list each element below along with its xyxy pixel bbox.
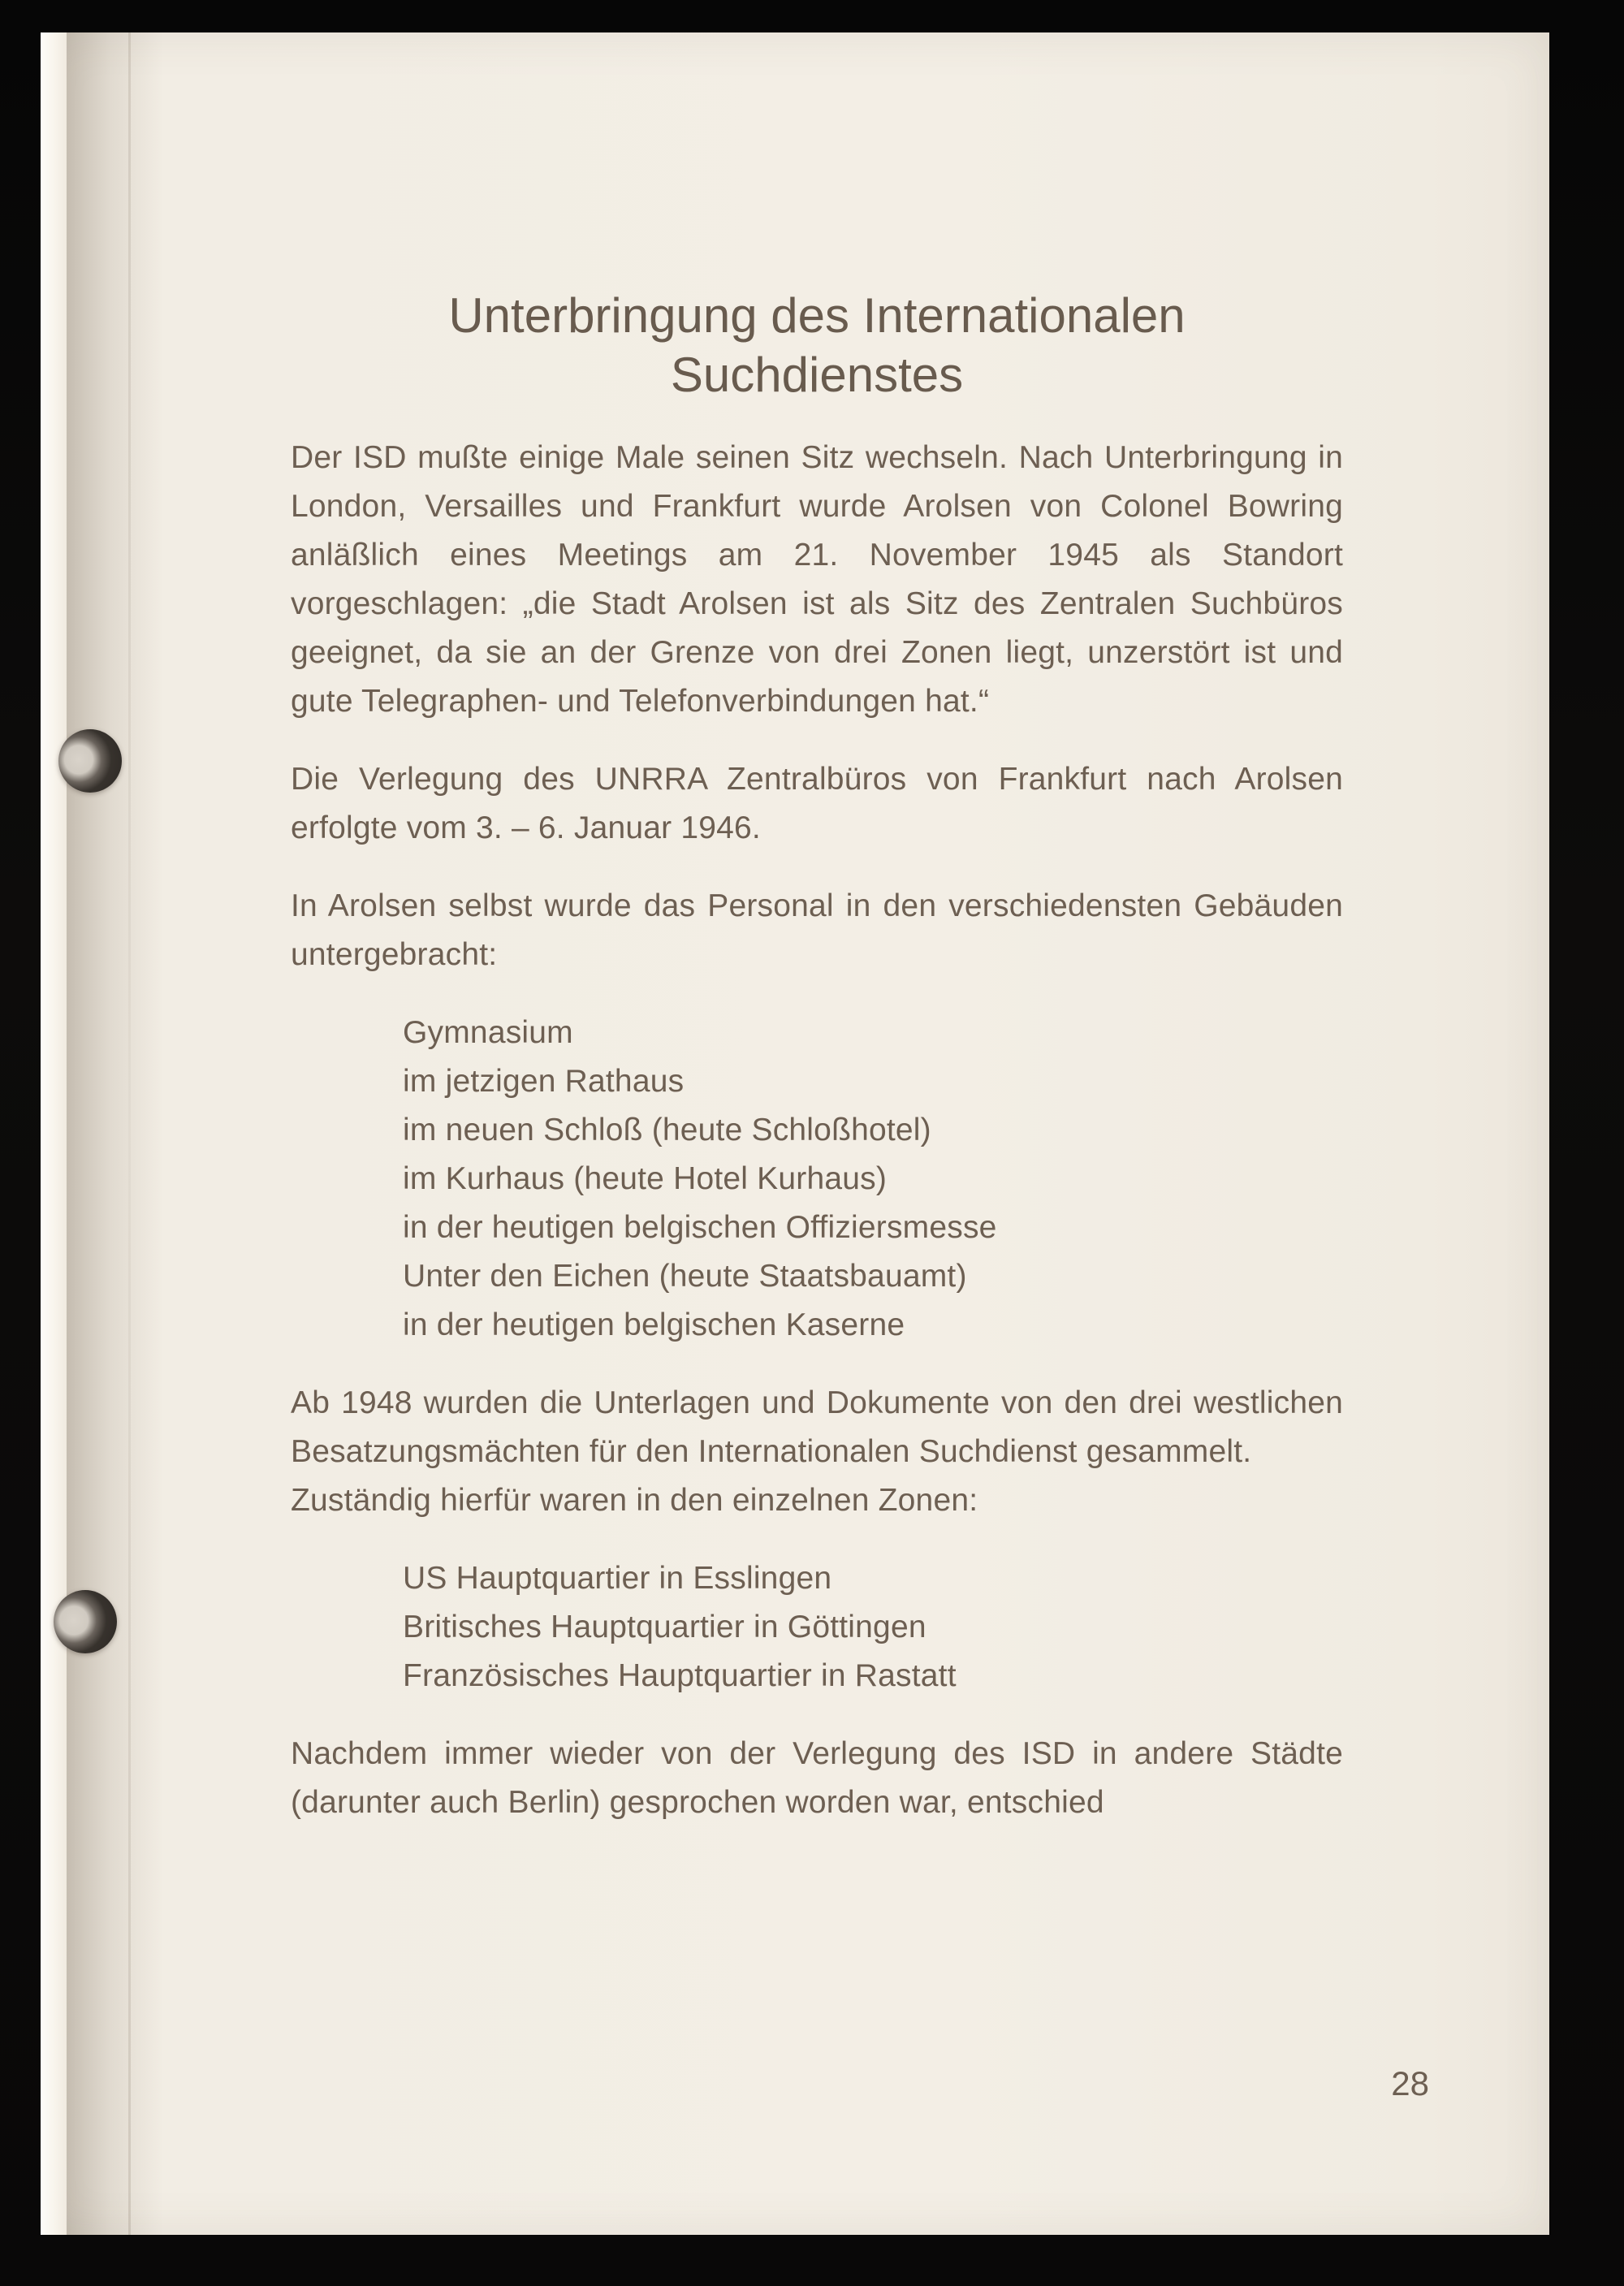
page-title-line-1: Unterbringung des Internationalen: [448, 288, 1186, 343]
page-number: 28: [1391, 2064, 1429, 2102]
paper-crease: [128, 32, 131, 2235]
book-page: [41, 32, 1549, 2235]
list-item: im Kurhaus (heute Hotel Kurhaus): [403, 1161, 888, 1196]
page-title: [291, 286, 1343, 404]
list-item: Französisches Hauptquartier in Rastatt: [403, 1658, 957, 1693]
list-item: in der heutigen belgischen Kaserne: [403, 1307, 905, 1342]
text-column: [291, 32, 1343, 1827]
paragraph: In Arolsen selbst wurde das Personal in den verschiedensten Gebäuden untergebracht:: [291, 888, 1343, 972]
list-item: im neuen Schloß (heute Schloßhotel): [403, 1113, 931, 1147]
list-item: Unter den Eichen (heute Staatsbauamt): [403, 1259, 967, 1294]
page-title-line-2: Suchdienstes: [670, 348, 964, 402]
list-item: in der heutigen belgischen Offiziersmesse: [403, 1210, 997, 1245]
indented-list: [291, 1009, 1343, 1350]
paragraph: Nachdem immer wieder von der Verlegung des ISD in andere Städte (darunter auch Berlin) gesprochen worden war, entschied: [291, 1736, 1343, 1820]
list-item: US Hauptquartier in Esslingen: [403, 1561, 832, 1596]
list-item: Gymnasium: [403, 1015, 573, 1050]
list-item: im jetzigen Rathaus: [403, 1064, 685, 1099]
list-item: Britisches Hauptquartier in Göttingen: [403, 1610, 926, 1644]
paragraph: Ab 1948 wurden die Unterlagen und Dokumente von den drei westlichen Besatzungsmächten für den Internationalen Suchdienst gesammelt.: [291, 1385, 1343, 1469]
punch-hole-top: [58, 729, 122, 793]
paragraph: Die Verlegung des UNRRA Zentralbüros von Frankfurt nach Arolsen erfolgte vom 3. – 6. Januar 1946.: [291, 762, 1343, 845]
binding-gutter-shadow: [67, 32, 164, 2235]
page-edge: [41, 32, 67, 2235]
page-content: [291, 434, 1343, 1827]
indented-list: [291, 1554, 1343, 1700]
punch-hole-bottom: [54, 1590, 117, 1653]
paragraph: Zuständig hierfür waren in den einzelnen Zonen:: [291, 1483, 978, 1518]
paragraph: Der ISD mußte einige Male seinen Sitz wechseln. Nach Unterbringung in London, Versailles und Frankfurt wurde Arolsen von Colonel Bowring anläßlich eines Meetings am 21. November 1945 als Standort vorgeschlagen: „die Stadt Arolsen ist als Sitz des Zentralen Suchbüros geeignet, da sie an der Grenze von drei Zonen liegt, unzerstört ist und gute Telegraphen- und Telefonverbindungen hat.“: [291, 440, 1343, 719]
